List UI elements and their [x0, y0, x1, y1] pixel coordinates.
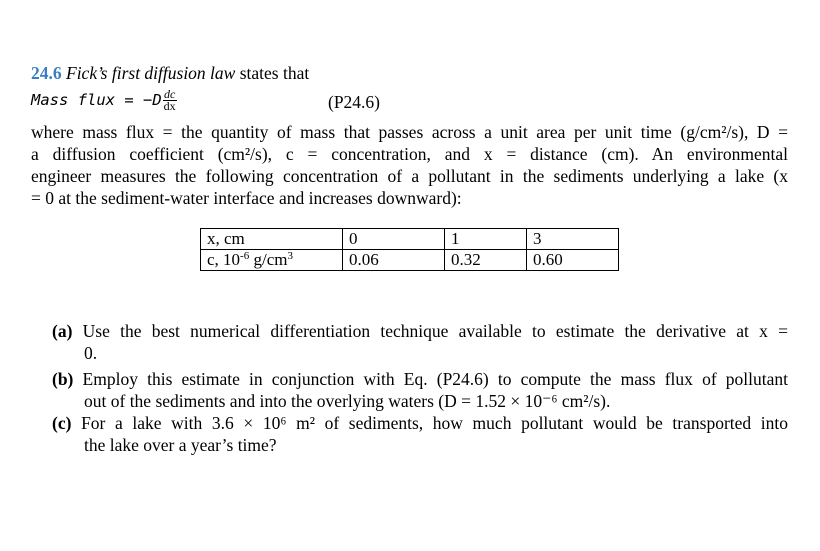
- table-cell: 3: [527, 229, 619, 250]
- question-text-cont: 0.: [84, 343, 98, 363]
- question-a: [52, 320, 788, 364]
- equation: [31, 88, 177, 112]
- equation-label: (P24.6): [328, 92, 381, 112]
- question-c: [52, 412, 788, 456]
- equation-rhs: −D: [143, 91, 162, 109]
- question-label: (c): [52, 413, 72, 433]
- question-text: For a lake with 3.6 × 10⁶ m² of sediments, how much pollutant would be transported into: [81, 413, 788, 433]
- table-row: [201, 229, 619, 250]
- description-line-3: engineer measures the following concentration of a pollutant in the sediments underlying a lake (x: [31, 166, 788, 186]
- concentration-table: [200, 228, 619, 271]
- table-cell: 0.32: [445, 250, 527, 271]
- description-line-1: where mass flux = the quantity of mass that passes across a unit area per unit time (g/cm²/s), D =: [31, 122, 788, 142]
- table-cell: 0: [343, 229, 445, 250]
- description-line-2: a diffusion coefficient (cm²/s), c = concentration, and x = distance (cm). An environmental: [31, 144, 788, 164]
- title-text-2: states that: [235, 63, 310, 83]
- question-text: Employ this estimate in conjunction with Eq. (P24.6) to compute the mass flux of pollutant: [82, 369, 789, 389]
- problem-title: [31, 62, 309, 84]
- equation-fraction: [163, 89, 177, 112]
- table-row: [201, 250, 619, 271]
- row-c-label: c, $10^{-6}$ $g/cm^3$: [201, 250, 343, 271]
- title-italic: first diffusion law: [111, 63, 236, 83]
- question-label: (a): [52, 321, 73, 341]
- question-b: [52, 368, 788, 412]
- question-label: (b): [52, 369, 74, 389]
- table-cell: 0.06: [343, 250, 445, 271]
- question-text: Use the best numerical differentiation technique available to estimate the derivative at x =: [82, 321, 789, 341]
- equation-equals: =: [115, 91, 143, 109]
- problem-number: 24.6: [31, 63, 62, 83]
- fraction-denominator: dx: [163, 99, 176, 114]
- row-x-label: x, cm: [201, 229, 343, 250]
- title-text-1: Fick’s: [66, 63, 112, 83]
- equation-lhs: Mass flux: [31, 91, 115, 109]
- description-line-4: = 0 at the sediment-water interface and increases downward):: [31, 188, 462, 208]
- table-cell: 1: [445, 229, 527, 250]
- question-text-cont: the lake over a year’s time?: [84, 435, 277, 455]
- table-cell: 0.60: [527, 250, 619, 271]
- fraction-numerator: dc: [164, 87, 176, 102]
- question-text-cont: out of the sediments and into the overlying waters (D = 1.52 × 10⁻⁶ cm²/s).: [84, 391, 611, 411]
